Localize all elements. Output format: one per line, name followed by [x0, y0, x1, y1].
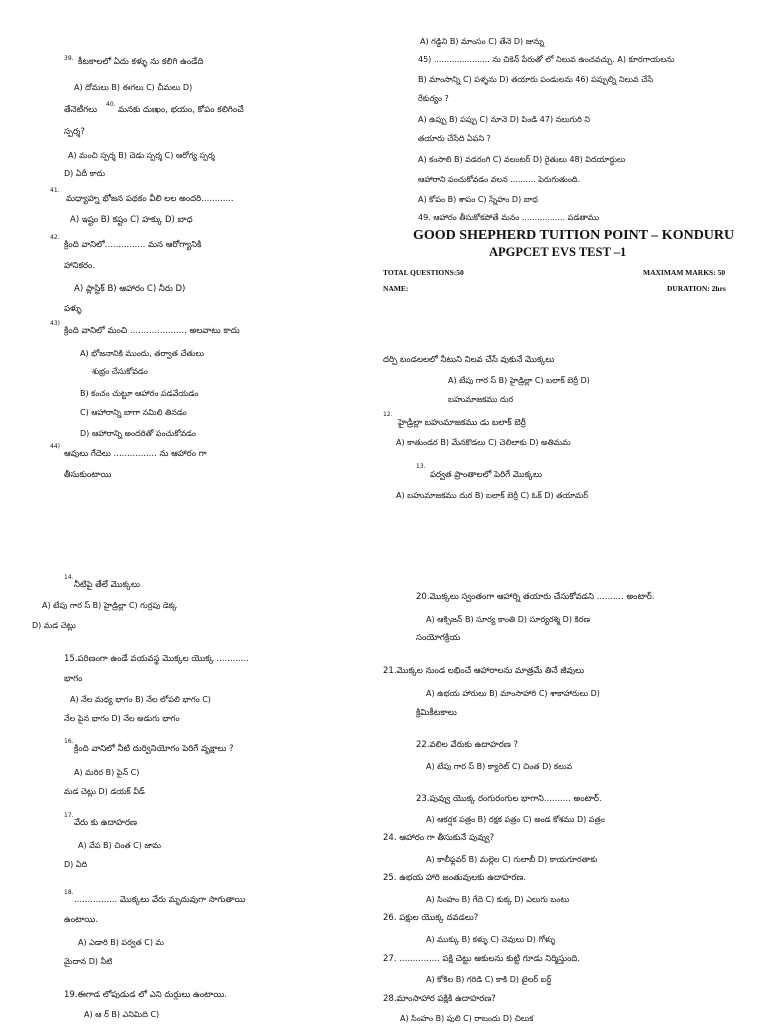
question-39-number: 39.	[64, 55, 74, 63]
question-20-options-cont: సంయోగక్రియ	[416, 633, 461, 643]
question-13-options: A) బహుమాజకము దుర B) బలాక్ బెర్రీ C) ఓక్ D) తయామర్	[396, 491, 589, 500]
question-14-option-d: D) మడ చెట్లు	[32, 621, 76, 630]
question-22-options: A) టేపు గార స్ B) క్యారెట్ C) చింత D) కలువ	[426, 762, 573, 771]
question-18-options: A) ఎడారి B) పర్వత C) మ	[78, 938, 165, 947]
question-15-text-cont: భాగం	[64, 674, 83, 684]
duration: DURATION: 2hrs	[667, 284, 726, 293]
question-48-options: A) కోపం B) శాపం C) స్నేహం D) బాధ	[418, 195, 538, 204]
question-47-text-cont: తయారు చేసేది ఏపని ?	[418, 134, 491, 143]
question-43-option-a-cont: శుభ్రం చేసుకోవడం	[92, 367, 148, 376]
question-15-options-cont: నేల పైన భాగం D) నేల అడుగు భాగం	[64, 714, 180, 723]
question-12-text: హైడ్రిల్లా బహుమాజకము డు బలాక్ బెర్రీ	[398, 418, 526, 428]
question-12-number: 12.	[383, 411, 393, 419]
question-49-text: 49. ఆహారం తీసుకోకపోతే మనం ................. పడతాము	[418, 213, 599, 222]
question-44-text-cont: తీసుకుంటాయి	[64, 470, 112, 480]
question-41-number: 41.	[50, 187, 60, 195]
question-24-options: A) కాలీఫ్లవర్ B) మల్లెల C) గులాబీ D) కాయగూరతాకు	[426, 855, 598, 864]
question-46-text-cont: రేకుర్యం ?	[418, 94, 449, 103]
question-42-text-cont: హానికరం.	[64, 261, 96, 271]
question-41-options: A) ఇష్టం B) కష్టం C) హక్కు D) బాధ	[70, 215, 193, 225]
question-27-options: A) కోకిల B) గరిడి C) కాకి D) టైలర్ బర్డ్	[426, 975, 552, 984]
question-16-text: క్రింది వానిలో నీటి దుర్వినియోగం పెరిగే వృక్షాలు ?	[74, 744, 234, 754]
question-43-option-b: B) కంచం చుట్టూ ఆహారం పడవేయడం	[80, 389, 199, 398]
question-42-text: క్రింది వానిలో............... మన ఆరోగ్యానికి	[64, 240, 202, 250]
question-17-options: A) వేప B) చింత C) జామ	[78, 841, 161, 850]
question-28-options: A) సింహం B) పులి C) రాబందు D) చిలుక	[400, 1014, 534, 1023]
question-45-text: 45) ...................... ను చికెన్ పేరుతో లో నిలువ ఉంచవచ్చు. A) కూరగాయలను	[418, 55, 675, 64]
question-43-option-d: D) ఆహారాన్ని అందరితో పంచుకోవడం	[80, 429, 196, 438]
question-11-text: దర్పి బండలలలో నీటుని నిలవ చేసే వుకునే మొక్కలు	[383, 355, 555, 365]
question-18-text: ................ మొక్కలు వేరు మృదువుగా సాగుతాయి	[74, 895, 246, 905]
question-47-48-line: A) కంసాలి B) వడరంగి C) వలంటర్ D) రైతులు 48) విదయార్ధులు	[418, 155, 626, 164]
question-20-text: 20.మొక్కలు స్వంతంగా ఆహార్ని తయారు చేసుకోవడని .......... అంటార్.	[416, 592, 655, 602]
question-16-options: A) మరిర B) పైన్ C)	[74, 768, 140, 777]
question-21-text: 21.మొక్కల నుండ లభించే ఆహారాలను మాత్రమే తినే జీవులు	[383, 666, 585, 676]
question-40-number: 40.	[106, 101, 116, 109]
question-40-text: మనకు దుఃఖం, భయం, కోపం కలిగించే	[118, 105, 244, 115]
question-19-text: 19.ఈగాడ లోపుడుడ లో ఎని దుర్గులు ఉంటాయి.	[64, 990, 228, 1000]
question-11-options: A) టేపు గార స్ B) హైడ్రిల్లా C) బలాక్ బెర్రీ D)	[448, 376, 590, 385]
question-19-options: A) ఆ ర్ B) ఎనిమిది C)	[84, 1010, 160, 1019]
question-43-option-c: C) ఆహారాన్ని బాగా నమిలి తినడం	[80, 408, 187, 417]
question-17-option-d: D) ఏది	[64, 860, 88, 869]
question-26-text: 26. పక్షుల యొక్క దవడలు?	[383, 913, 479, 923]
test-title: APGPCET EVS TEST –1	[489, 245, 627, 259]
total-questions: TOTAL QUESTIONS:50	[383, 268, 464, 277]
question-14-number: 14.	[64, 574, 74, 582]
question-40-options: A) మంచి స్పర్శ B) చెడు స్పర్శ C) ఆరోగ్య స్పర్శ	[68, 151, 215, 160]
question-40-text-cont: స్పర్శ?	[64, 127, 85, 137]
question-48-text-cont: ఆహారాని పంచుకోవడం వలన .......... పెరుగుతుంది.	[418, 175, 581, 184]
question-13-number: 13.	[416, 463, 426, 471]
question-44-number: 44)	[50, 443, 60, 451]
question-20-options: A) ఆక్సిజన్ B) సూర్య కాంతి D) సూర్యరశ్మి D) కిరణ	[426, 615, 591, 624]
question-25-options: A) సింహం B) గేదె C) కుక్క D) ఎలుగు బంటు	[426, 895, 570, 904]
question-18-options-cont: మైదాన D) నీటి	[64, 957, 113, 966]
question-39-options: A) దోమలు B) ఈగలు C) చీమలు D)	[74, 83, 193, 92]
question-43-option-a: A) భోజనానికి ముందు, తర్వాత చేతులు	[80, 349, 204, 358]
question-43-number: 43)	[50, 320, 60, 328]
question-23-options: A) ఆకర్షక పత్రం B) రక్షక పత్రం C) అండ కోశము D) పత్రం	[426, 815, 605, 824]
question-24-text: 24. ఆహారం గా తీసుకునే పువ్వు?	[383, 833, 495, 843]
question-15-options: A) నేల మధ్య భాగం B) నేల లోపలి భాగం C)	[70, 695, 211, 704]
question-16-options-cont: మడ చెట్లు D) డయక్ వీడ్	[64, 787, 145, 796]
question-14-options: A) టేపు గార స్ B) హైడ్రిల్లా C) గుర్రపు డెక్క	[42, 601, 177, 610]
question-13-text: పర్వత ప్రాంతాలలో పెరిగే మొక్కలు	[430, 470, 543, 480]
question-28-text: 28.మాంసాహార పక్షికి ఉదాహరణ?	[383, 994, 496, 1004]
question-42-number: 42.	[50, 234, 60, 242]
question-12-options: A) కాతుండర B) మేనకొడలు C) చెలిలాకు D) అతిమమ	[396, 438, 571, 447]
question-23-text: 23.పువ్వు యొక్క రంగురంగుల భాగాని.......... అంటార్.	[416, 794, 602, 804]
question-18-text-cont: ఉంటాయి.	[64, 915, 99, 925]
question-22-text: 22.వలిల వేరుకు ఉదాహరణ ?	[416, 740, 519, 750]
question-15-text: 15.పరిణంగా ఉండే వయవస్థ మొక్కల యొక్క ............	[64, 654, 249, 664]
question-27-text: 27. ............... పక్షి చెట్టు ఆకులను కుట్టి గూడు నిర్మిస్తుంది.	[383, 954, 581, 964]
question-39-text: కీటకాలలో ఏదు కళ్ళు ను కలిగి ఉండేది	[78, 57, 204, 67]
question-21-options-cont: క్రిమికీటకాలు	[416, 708, 457, 718]
maximum-marks: MAXIMAM MARKS: 50	[643, 268, 726, 277]
question-21-options: A) ఉభయ హారులు B) మాంసాహారి C) శాకాహారులు D)	[426, 689, 600, 698]
question-41-text: మధ్యాహ్న భోజన పథకం వీలి లల అందరి............	[66, 194, 234, 204]
question-26-options: A) ముక్కు B) కళ్ళు C) చెవులు D) గోళ్ళు	[426, 935, 556, 944]
document-title: GOOD SHEPHERD TUITION POINT – KONDURU	[413, 228, 735, 243]
question-11-option-d: బహుమాజకము దుర	[448, 395, 514, 404]
prev-question-options: A) గడ్డిని B) మాంసం C) తేనె D) జున్ను	[420, 37, 544, 46]
question-14-text: నీటిపై తేలే మొక్కలు	[74, 580, 140, 590]
question-42-option-d: పళ్ళు	[64, 304, 82, 314]
question-43-text: క్రింది వానిలో మంచి ..................... అలవాటు కాదు	[64, 326, 240, 336]
question-25-text: 25. ఉభయ హారి జంతువులకు ఉదాహరణ.	[383, 873, 527, 883]
name-label: NAME:	[383, 284, 409, 293]
question-40-option-d: D) ఏదీ కాదు	[64, 169, 106, 178]
question-17-text: వేరు కు ఉదాహరణ	[74, 818, 138, 828]
question-42-options: A) ప్లాస్టిక్ B) ఆహారం C) నీరు D)	[74, 284, 186, 294]
question-17-number: 17.	[64, 812, 74, 820]
question-39-option-d: తేనెటీగలు	[64, 105, 98, 115]
question-18-number: 18.	[64, 889, 74, 897]
question-44-text: ఆవులు గేదెలు ................ ను ఆహారం గా	[64, 449, 207, 459]
question-46-47-line: A) ఉప్పు B) పప్పు C) నూనె D) పిండి 47) నలుగురి ని	[418, 115, 591, 124]
question-45-46-line: B) మాంసాన్ని C) పళ్ళను D) తయారు పండులను 46) పప్పుల్ని నిలువ చేసే	[418, 75, 653, 84]
question-16-number: 16.	[64, 738, 74, 746]
